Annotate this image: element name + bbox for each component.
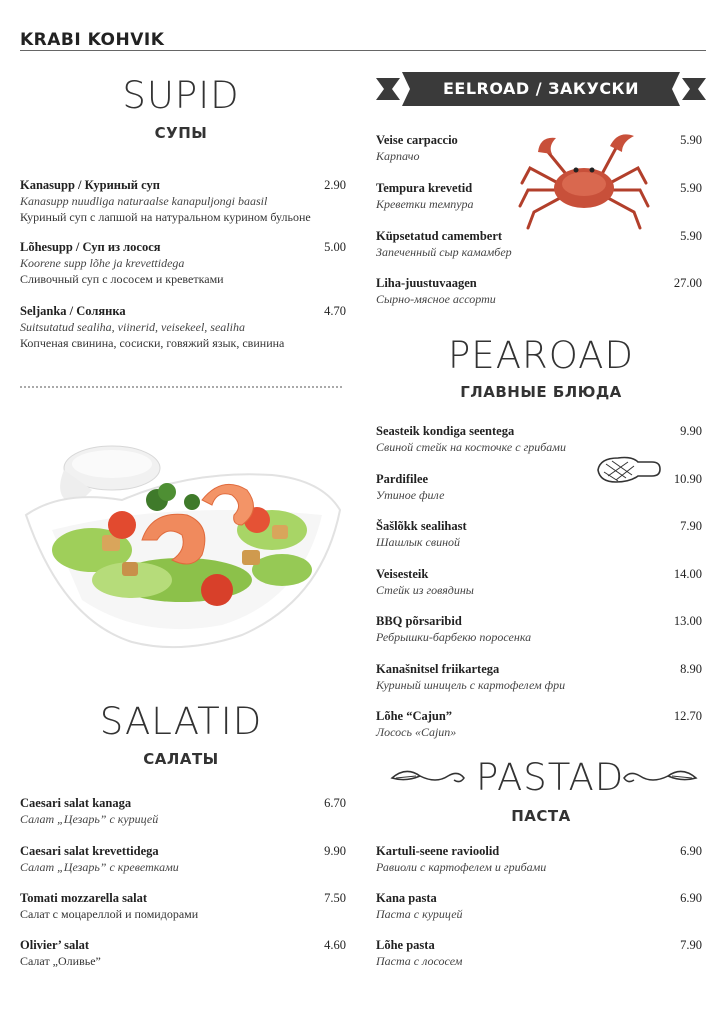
item-description: Лосось «Cajun» [376,725,457,739]
menu-item-caesar-chicken [20,796,158,827]
item-description: Салат „Цезарь” с креветками [20,860,179,874]
item-price: 5.00 [324,240,346,254]
salads-subtitle: САЛАТЫ [143,750,219,768]
menu-item-tempura [376,181,473,212]
item-price: 4.60 [324,938,346,952]
menu-item-chicken-schnitzel [376,662,565,693]
item-description: Suitsutatud sealiha, viinerid, veisekeel, sealiha [20,320,245,334]
item-description: Креветки темпура [376,197,474,211]
caesar-salad-image [22,430,342,655]
mains-subtitle: ГЛАВНЫЕ БЛЮДА [460,383,622,401]
crab-icon [518,128,650,238]
menu-item-tomato-mozzarella [20,891,198,922]
item-description: Свиной стейк на косточке с грибами [376,440,566,454]
menu-item-lohesupp [20,240,224,287]
item-price: 7.90 [680,519,702,533]
item-description: Ребрышки-барбекю поросенка [376,630,532,644]
item-price: 8.90 [680,662,702,676]
menu-item-beef-steak [376,567,474,598]
item-name: Tomati mozzarella salat [20,891,148,905]
item-price: 7.90 [680,938,702,952]
item-price: 6.90 [680,844,702,858]
item-price: 7.50 [324,891,346,905]
item-name: Šašlõkk sealihast [376,519,467,533]
item-name: Tempura krevetid [376,181,473,195]
item-description: Стейк из говядины [376,583,474,597]
item-description: Kanasupp nuudliga naturaalse kanapuljongi baasil [20,194,268,208]
item-description: Шашлык свиной [376,535,461,549]
item-price: 5.90 [680,133,702,147]
soups-title: SUPID [122,74,240,117]
item-price: 9.90 [324,844,346,858]
item-name: Pardifilee [376,472,429,486]
item-price: 13.00 [673,614,702,628]
item-name: Seljanka / Солянка [20,304,126,318]
item-description: Сырно-мясное ассорти [376,292,496,306]
item-name: BBQ põrsaribid [376,614,462,628]
menu-item-caesar-shrimp [20,844,179,875]
item-description: Запеченный сыр камамбер [376,245,512,259]
section-divider [20,386,342,388]
item-name: Kana pasta [376,891,437,905]
item-name: Liha-juustuvaagen [376,276,477,290]
pastas-subtitle: ПАСТА [511,807,571,825]
menu-item-salmon-pasta [376,938,462,969]
menu-item-duck-fillet [376,472,444,503]
item-price: 6.70 [324,796,346,810]
menu-item-platter [376,276,496,307]
item-description-ru: Сливочный суп с лососем и креветками [20,272,224,286]
leaf-swirl-left-icon [386,762,476,792]
item-name: Seasteik kondiga seentega [376,424,515,438]
brand-divider [20,50,706,51]
menu-item-kanasupp [20,178,311,225]
menu-item-camembert [376,229,512,260]
starters-banner [376,72,706,106]
menu-item-cajun-salmon [376,709,456,740]
menu-item-chicken-pasta [376,891,463,922]
menu-item-bbq-ribs [376,614,531,645]
item-price: 10.90 [673,472,702,486]
salads-title: SALATID [99,700,263,743]
item-description-ru: Куриный суп с лапшой на натуральном курином бульоне [20,210,311,224]
item-description: Утиное филе [376,488,445,502]
item-description: Паста с курицей [376,907,463,921]
item-name: Lõhesupp / Суп из лосося [20,240,161,254]
leaf-swirl-right-icon [612,762,702,792]
item-price: 2.90 [324,178,346,192]
mains-title: PEAROAD [448,334,634,377]
menu-item-carpaccio [376,133,458,164]
item-name: Kartuli-seene ravioolid [376,844,500,858]
item-name: Caesari salat krevettidega [20,844,159,858]
item-name: Veisesteik [376,567,429,581]
pastas-title: PASTAD [476,756,625,799]
item-name: Kanašnitsel friikartega [376,662,500,676]
soups-subtitle: СУПЫ [154,124,208,142]
item-description: Салат „Оливье” [20,954,101,968]
item-description: Koorene supp lõhe ja krevettidega [20,256,185,270]
item-price: 14.00 [673,567,702,581]
item-description: Равиоли с картофелем и грибами [376,860,547,874]
item-name: Küpsetatud camembert [376,229,503,243]
item-name: Lõhe pasta [376,938,435,952]
menu-item-shashlik [376,519,467,550]
item-price: 9.90 [680,424,702,438]
item-price: 5.90 [680,229,702,243]
item-name: Olivier’ salat [20,938,90,952]
item-name: Veise carpaccio [376,133,458,147]
item-name: Caesari salat kanaga [20,796,132,810]
menu-item-seljanka [20,304,284,351]
item-name: Kanasupp / Куриный суп [20,178,160,192]
menu-item-ravioli [376,844,546,875]
brand-title: KRABI KOHVIK [20,30,165,50]
menu-item-olivier [20,938,101,969]
item-price: 4.70 [324,304,346,318]
item-description: Салат „Цезарь” с курицей [20,812,159,826]
item-description-ru: Копченая свинина, сосиски, говяжий язык, свинина [20,336,285,350]
item-name: Lõhe “Cajun” [376,709,453,723]
item-price: 5.90 [680,181,702,195]
item-price: 27.00 [673,276,702,290]
item-description: Карпачо [376,149,420,163]
item-description: Салат с моцареллой и помидорами [20,907,199,921]
item-description: Паста с лососем [376,954,463,968]
starters-title: EELROAD / ЗАКУСКИ [442,79,640,98]
item-price: 12.70 [673,709,702,723]
item-price: 6.90 [680,891,702,905]
menu-item-pork-steak [376,424,566,455]
item-description: Куриный шницель с картофелем фри [376,678,566,692]
